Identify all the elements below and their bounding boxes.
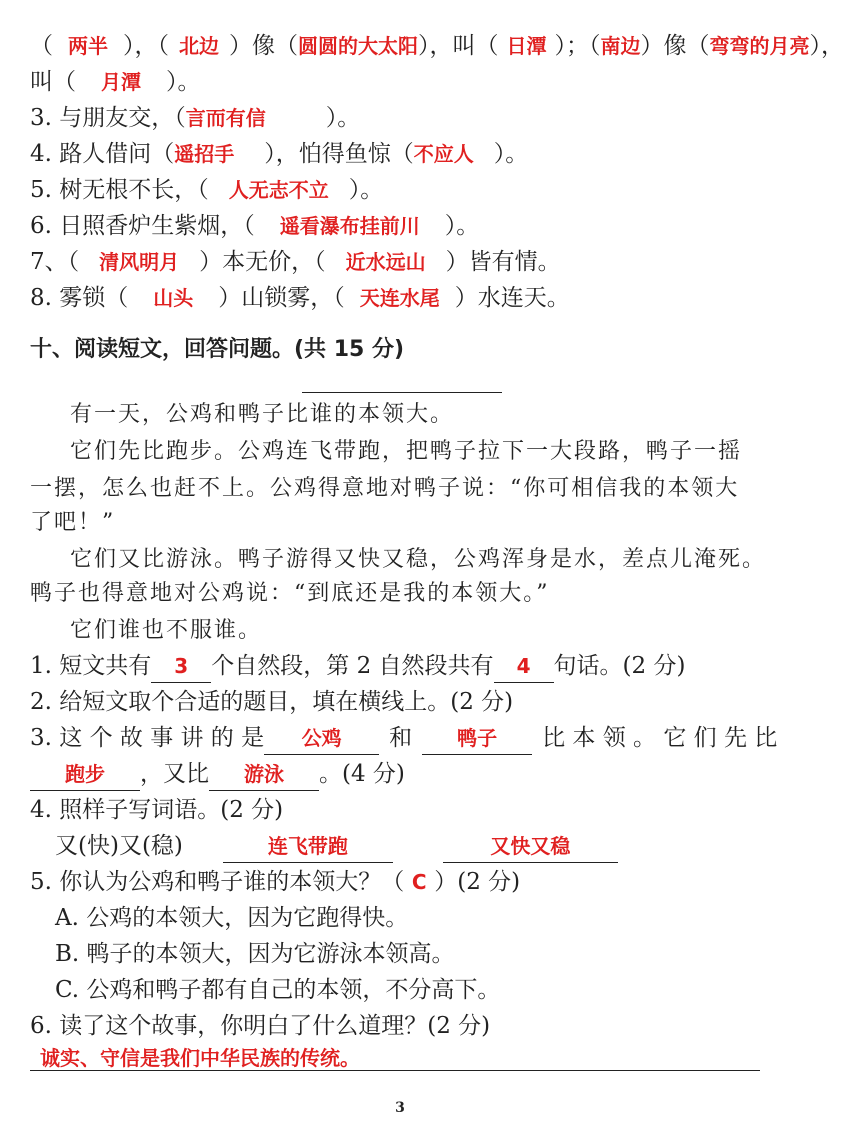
answer-text: 两半	[68, 34, 108, 58]
question-text: 5. 你认为公鸡和鸭子谁的本领大？（	[30, 869, 405, 895]
fill-line-5	[30, 174, 383, 206]
answer-text: 圆圆的大太阳	[298, 34, 418, 58]
question-text: 6. 日照香炉生紫烟，（	[30, 213, 255, 239]
title-blank-line	[302, 392, 502, 393]
passage-paragraph-1: 有一天，公鸡和鸭子比谁的本领大。	[70, 402, 455, 427]
option-a: A. 公鸡的本领大，因为它跑得快。	[55, 905, 409, 931]
question-text: ，又比	[140, 761, 209, 787]
section-heading: 十、阅读短文，回答问题。(共 15 分)	[30, 337, 405, 362]
passage-paragraph-3-line-2: 鸭子也得意地对公鸡说：“到底还是我的本领大。”	[30, 581, 550, 606]
answer-text: 遥招手	[174, 142, 235, 166]
passage-paragraph-2-line-3: 了吧！”	[30, 510, 116, 535]
question-4	[30, 794, 283, 826]
answer-text: 月潭	[101, 70, 141, 94]
answer-text: 弯弯的月亮	[709, 34, 810, 58]
question-text: ）(2 分)	[434, 869, 521, 895]
passage-paragraph-4: 它们谁也不服谁。	[70, 618, 263, 643]
answer-text: 北边	[179, 34, 219, 58]
option-c: C. 公鸡和鸭子都有自己的本领，不分高下。	[55, 977, 501, 1003]
question-text: 8. 雾锁（	[30, 285, 129, 311]
question-text: 3. 这 个 故 事 讲 的 是	[30, 725, 265, 751]
question-text: 6. 读了这个故事，你明白了什么道理？(2 分)	[30, 1013, 491, 1039]
answer-text: 天连水尾	[359, 286, 440, 310]
answer-text: 日潭	[506, 34, 547, 58]
question-3	[30, 722, 777, 755]
passage-paragraph-2-line-1: 它们先比跑步。公鸡连飞带跑，把鸭子拉下一大段路，鸭子一摇	[70, 439, 743, 464]
paren: ）。	[325, 105, 361, 131]
answer-blank[interactable]: 公鸡	[264, 722, 379, 755]
answer-blank[interactable]: 连飞带跑	[223, 830, 393, 863]
page-number: 3	[395, 1100, 405, 1116]
question-4-example-row	[55, 830, 618, 863]
question-text: 4. 路人借问（	[30, 141, 175, 167]
paren: （	[30, 33, 53, 59]
question-text: 4. 照样子写词语。(2 分)	[30, 797, 284, 823]
fill-line-3	[30, 102, 360, 134]
paren: ），	[809, 33, 844, 59]
answer-blank[interactable]: 又快又稳	[443, 830, 618, 863]
answer-text: 诚实、守信是我们中华民族的传统。	[40, 1046, 360, 1070]
question-text: 比 本 领 。 它 们 先 比	[542, 725, 778, 751]
question-text: 个自然段，第 2 自然段共有	[211, 653, 494, 679]
question-6	[30, 1010, 490, 1042]
answer-blank[interactable]: 游泳	[209, 758, 319, 791]
passage-paragraph-2-line-2: 一摆，怎么也赶不上。公鸡得意地对鸭子说：“你可相信我的本领大	[30, 476, 740, 501]
question-2	[30, 686, 513, 718]
question-5	[30, 866, 520, 898]
question-text: ）本无价，（	[199, 249, 326, 275]
question-text: 句话。(2 分)	[553, 653, 686, 679]
paren: 叫（	[30, 69, 76, 95]
answer-text: 不应人	[413, 142, 474, 166]
paren: ），（	[123, 33, 169, 59]
answer-text: C	[411, 870, 427, 894]
paren: ），叫（	[418, 33, 499, 59]
question-text: 。(4 分)	[319, 761, 405, 787]
question-text: 和	[389, 725, 413, 751]
answer-text: 清风明月	[99, 250, 180, 274]
question-text: ）皆有情。	[445, 249, 561, 275]
paren: ）。	[493, 141, 529, 167]
passage-paragraph-3-line-1: 它们又比游泳。鸭子游得又快又稳，公鸡浑身是水，差点儿淹死。	[70, 547, 767, 572]
answer-text: 遥看瀑布挂前川	[279, 214, 420, 238]
question-text: 3. 与朋友交，（	[30, 105, 186, 131]
paren: ）像（	[229, 33, 298, 59]
answer-text: 南边	[600, 34, 641, 58]
answer-blank[interactable]: 3	[151, 650, 211, 683]
paren: ）；（	[554, 33, 601, 59]
answer-blank[interactable]: 4	[494, 650, 554, 683]
fill-line-4	[30, 138, 528, 170]
question-text: 2. 给短文取个合适的题目，填在横线上。(2 分)	[30, 689, 514, 715]
fill-line-8	[30, 282, 570, 314]
answer-text: 近水远山	[345, 250, 426, 274]
question-1	[30, 650, 685, 683]
answer-line	[30, 1070, 760, 1071]
question-text: ）山锁雾，（	[218, 285, 345, 311]
question-text: ）水连天。	[454, 285, 570, 311]
paren: ）像（	[640, 33, 710, 59]
answer-blank[interactable]: 鸭子	[422, 722, 532, 755]
question-3-continued	[30, 758, 405, 791]
question-text: 7、（	[30, 249, 80, 275]
answer-text: 言而有信	[185, 106, 266, 130]
paren: ）。	[348, 177, 384, 203]
option-b: B. 鸭子的本领大，因为它游泳本领高。	[55, 941, 455, 967]
answer-text: 人无志不立	[228, 178, 329, 202]
question-text: ），怕得鱼惊（	[264, 141, 414, 167]
answer-text: 山头	[153, 286, 194, 310]
question-text: 5. 树无根不长，（	[30, 177, 209, 203]
answer-blank[interactable]: 跑步	[30, 758, 140, 791]
question-text: 1. 短文共有	[30, 653, 152, 679]
example-word: 又(快)又(稳)	[55, 833, 183, 859]
fill-line-6	[30, 210, 479, 242]
fill-line-2	[30, 66, 201, 98]
fill-line-1	[30, 30, 844, 62]
fill-line-7	[30, 246, 561, 278]
paren: ）。	[444, 213, 480, 239]
paren: ）。	[166, 69, 201, 95]
